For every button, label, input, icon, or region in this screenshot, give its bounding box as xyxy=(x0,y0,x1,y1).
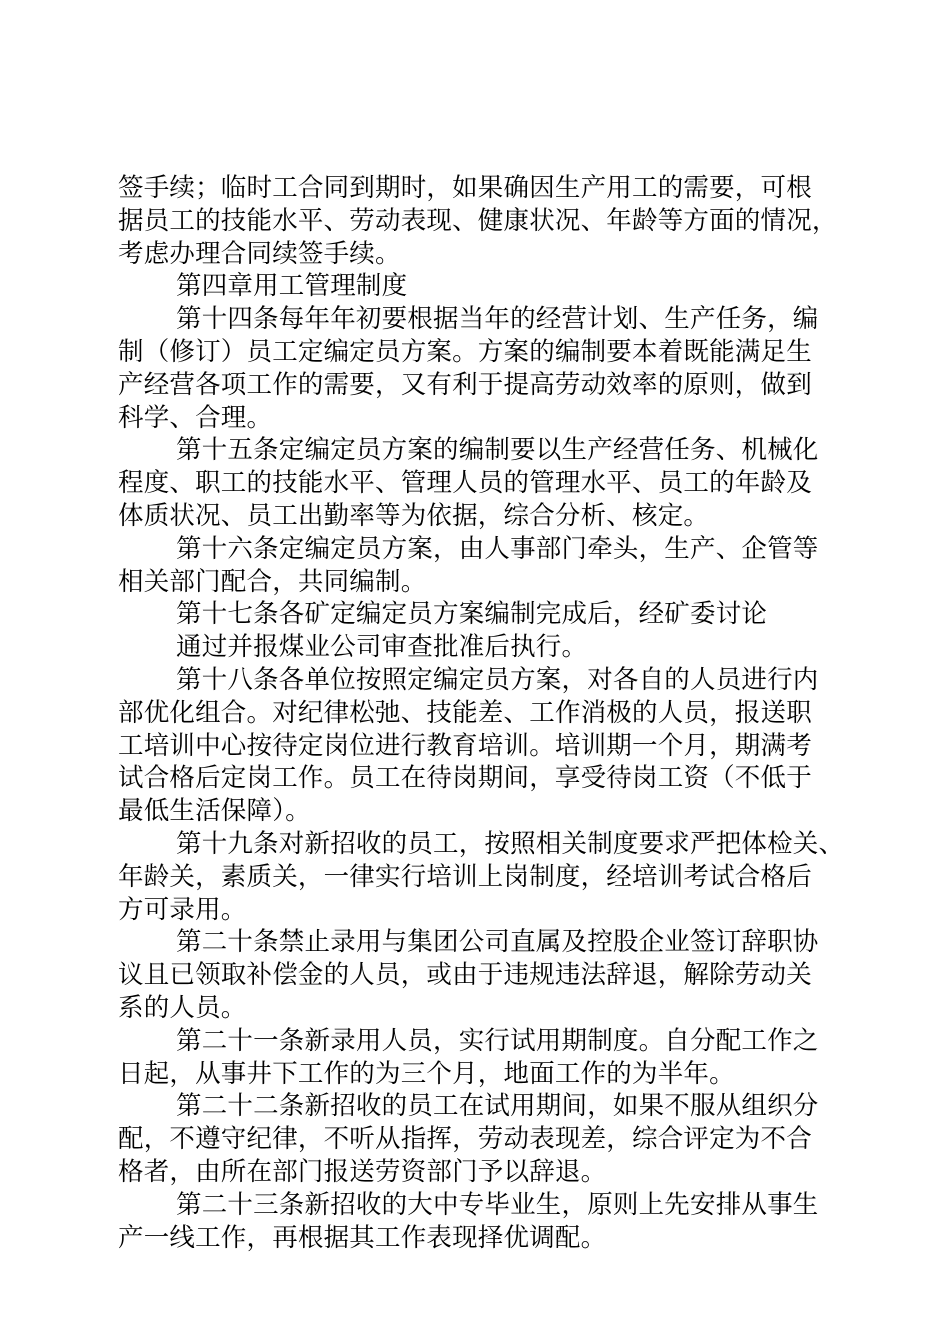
document-line: 通过并报煤业公司审查批准后执行。 xyxy=(176,632,588,663)
document-body xyxy=(118,172,845,1254)
document-line: 第十四条每年年初要根据当年的经营计划、生产任务，编 xyxy=(176,304,819,335)
document-line: 科学、合理。 xyxy=(118,402,273,433)
document-line: 第二十三条新招收的大中专毕业生，原则上先安排从事生 xyxy=(176,1189,819,1220)
document-line: 第十七条各矿定编定员方案编制完成后，经矿委讨论 xyxy=(176,599,768,630)
document-line: 日起，从事井下工作的为三个月，地面工作的为半年。 xyxy=(118,1058,735,1089)
document-line: 第十六条定编定员方案，由人事部门牵头，生产、企管等 xyxy=(176,533,819,564)
document-line: 第四章用工管理制度 xyxy=(176,271,408,302)
document-line: 据员工的技能水平、劳动表现、健康状况、年龄等方面的情况， xyxy=(118,205,838,236)
document-line: 工培训中心按待定岗位进行教育培训。培训期一个月，期满考 xyxy=(118,730,812,761)
document-line: 试合格后定岗工作。员工在待岗期间，享受待岗工资（不低于 xyxy=(118,763,812,794)
document-line: 第十五条定编定员方案的编制要以生产经营任务、机械化 xyxy=(176,435,819,466)
document-line: 第二十条禁止录用与集团公司直属及控股企业签订辞职协 xyxy=(176,927,819,958)
document-line: 配，不遵守纪律，不听从指挥，劳动表现差，综合评定为不合 xyxy=(118,1124,812,1155)
document-line: 年龄关，素质关，一律实行培训上岗制度，经培训考试合格后 xyxy=(118,861,812,892)
document-line: 部优化组合。对纪律松弛、技能差、工作消极的人员，报送职 xyxy=(118,697,812,728)
document-line: 第二十二条新招收的员工在试用期间，如果不服从组织分 xyxy=(176,1091,819,1122)
document-line: 第十八条各单位按照定编定员方案，对各自的人员进行内 xyxy=(176,664,819,695)
document-line: 体质状况、员工出勤率等为依据，综合分析、核定。 xyxy=(118,500,710,531)
document-line: 方可录用。 xyxy=(118,894,247,925)
document-line: 程度、职工的技能水平、管理人员的管理水平、员工的年龄及 xyxy=(118,468,812,499)
document-line: 相关部门配合，共同编制。 xyxy=(118,566,427,597)
document-line: 制（修订）员工定编定员方案。方案的编制要本着既能满足生 xyxy=(118,336,812,367)
document-line: 产一线工作，再根据其工作表现择优调配。 xyxy=(118,1222,607,1253)
document-line: 第十九条对新招收的员工，按照相关制度要求严把体检关、 xyxy=(176,828,845,859)
document-line: 格者，由所在部门报送劳资部门予以辞退。 xyxy=(118,1156,607,1187)
document-line: 产经营各项工作的需要，又有利于提高劳动效率的原则，做到 xyxy=(118,369,812,400)
document-line: 系的人员。 xyxy=(118,992,247,1023)
document-line: 议且已领取补偿金的人员，或由于违规违法辞退，解除劳动关 xyxy=(118,960,812,991)
document-line: 第二十一条新录用人员，实行试用期制度。自分配工作之 xyxy=(176,1025,819,1056)
document-line: 签手续；临时工合同到期时，如果确因生产用工的需要，可根 xyxy=(118,173,812,203)
document-line: 考虑办理合同续签手续。 xyxy=(118,238,401,269)
document-line: 最低生活保障）。 xyxy=(118,796,311,827)
